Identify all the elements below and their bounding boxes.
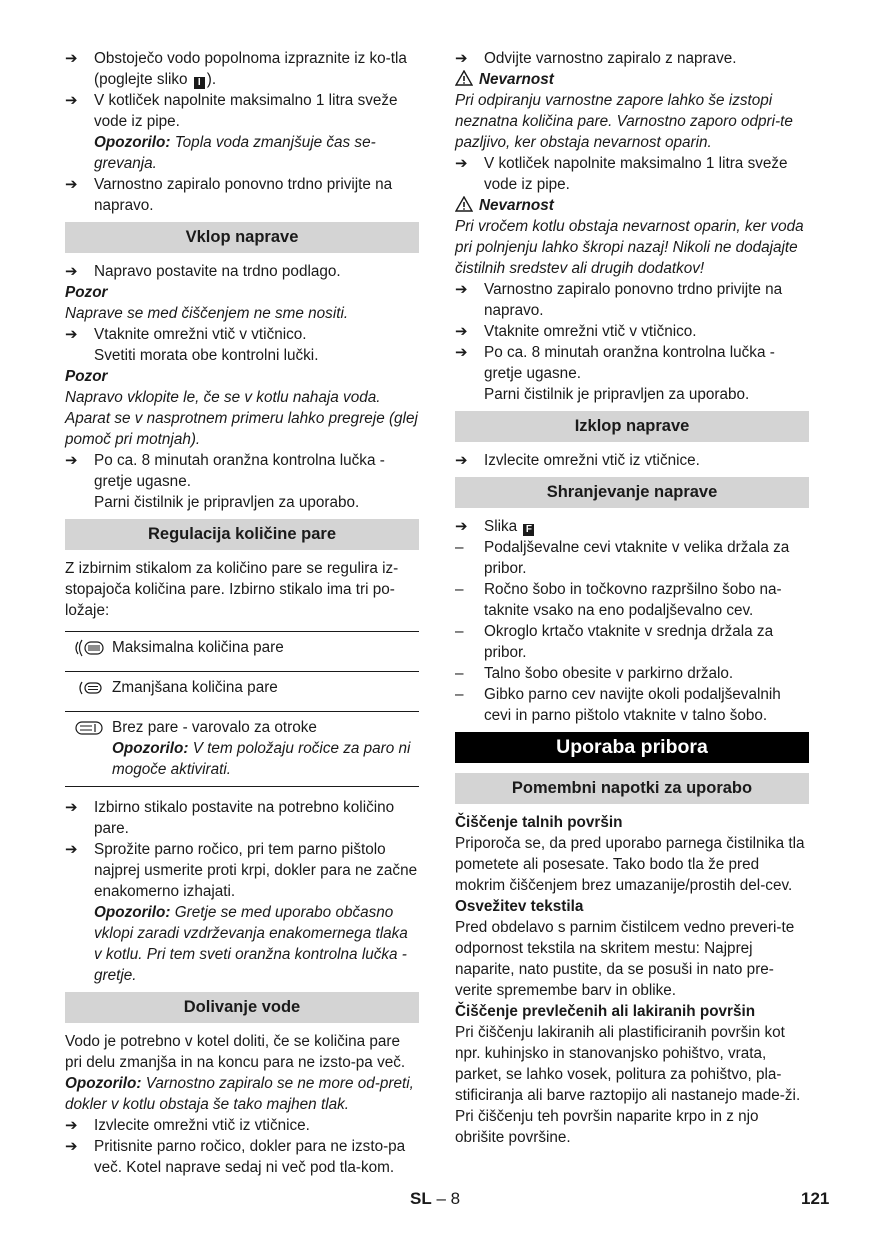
step-plug-in-sub: Svetiti morata obe kontrolni lučki.: [94, 347, 319, 364]
step-empty-water: ➔ Obstoječo vodo popolnoma izpraznite iz ko-tla (poglejte sliko I ).: [65, 48, 419, 90]
danger-text: Pri vročem kotlu obstaja nevarnost oparin, ker voda pri polnjenju lahko škropi nazaj! Nikoli ne dodajajte čistilnih sredstev ali drugih dodatkov!: [455, 218, 804, 277]
step-fill-water: ➔ V kotliček napolnite maksimalno 1 litra sveže vode iz pipe.: [455, 153, 809, 195]
step-screw-cap: ➔ Varnostno zapiralo ponovno trdno privijte na napravo.: [455, 279, 809, 321]
danger-label: Nevarnost: [455, 195, 809, 216]
danger-label: Nevarnost: [455, 69, 809, 90]
step-release-steam: ➔ Pritisnite parno ročico, dokler para ne izsto-pa več. Kotel naprave sedaj ni več pod tla-kom.: [65, 1136, 419, 1178]
heading-vklop: Vklop naprave: [65, 222, 419, 253]
step-trigger-lever: ➔ Sprožite parno ročico, pri tem parno pištolo najprej usmerite proti krpi, dokler para ne začne enakomerno izhajati.: [65, 839, 419, 902]
heading-uporaba-pribora: Uporaba pribora: [455, 732, 809, 763]
list-item: – Okroglo krtačo vtaknite v srednja držala za pribor.: [455, 621, 809, 663]
step-wait-heating: ➔ Po ca. 8 minutah oranžna kontrolna lučka - gretje ugasne.: [65, 450, 419, 492]
table-row: [65, 712, 419, 787]
max-steam-icon: [72, 637, 106, 659]
steam-settings-table: [65, 631, 419, 787]
heading-dolivanje: Dolivanje vode: [65, 992, 419, 1023]
step-plug-in: ➔ Vtaknite omrežni vtič v vtičnico.: [65, 324, 419, 345]
note-pressure: Opozorilo: Varnostno zapiralo se ne more od-preti, dokler v kotlu obstaja še tako majhen tlak.: [65, 1075, 414, 1113]
caution-text: Naprave se med čiščenjem ne sme nositi.: [65, 305, 349, 322]
caution-text: Napravo vklopite le, če se v kotlu nahaja voda. Aparat se v nasprotnem primeru lahko pregreje (glej pomoč pri motnjah).: [65, 389, 418, 448]
section-text: Pri čiščenju lakiranih ali plastificiranih površin kot npr. kuhinjsko in stanovanjsko pohištvo, vrata, parket, se lahko vosek, politura za pohištvo, pla-stificiranja ali barve raztopijo ali nastanejo made-ži. Pri čiščenju teh površin naparite krpo in z njo obrišite površine.: [455, 1024, 801, 1146]
right-column: [455, 48, 809, 1148]
list-item: – Gibko parno cev navijte okoli podaljševalnih cevi in parno pištolo vtaknite v talno šobo.: [455, 684, 809, 726]
list-item: – Podaljševalne cevi vtaknite v velika držala za pribor.: [455, 537, 809, 579]
warning-icon: [455, 70, 473, 86]
section-title: Čiščenje prevlečenih ali lakiranih površin: [455, 1003, 756, 1020]
reduced-steam-icon: [72, 677, 106, 699]
figure-ref: I: [194, 77, 205, 89]
no-steam-icon: [72, 717, 106, 739]
regulation-intro: Z izbirnim stikalom za količino pare se regulira iz-stopajoča količina pare. Izbirno stikalo ima tri po-ložaje:: [65, 560, 399, 619]
step-unscrew-cap: ➔ Odvijte varnostno zapiralo z naprave.: [455, 48, 809, 69]
list-item: – Ročno šobo in točkovno razpršilno šobo na-taknite vsako na eno podaljševalno cev.: [455, 579, 809, 621]
danger-text: Pri odpiranju varnostne zapore lahko še izstopi neznatna količina pare. Varnostno zaporo odpri-te pazljivo, ker obstaja nevarnost oparin.: [455, 92, 793, 151]
refill-intro: Vodo je potrebno v kotel doliti, če se količina pare pri delu zmanjša in na koncu para ne izsto-pa več.: [65, 1033, 406, 1071]
note-warm-water: Opozorilo: Topla voda zmanjšuje čas se-grevanja.: [94, 134, 376, 172]
step-figure: ➔ Slika F: [455, 516, 809, 537]
steam-note: Opozorilo: V tem položaju ročice za paro ni mogoče aktivirati.: [112, 740, 411, 778]
caution-label: Pozor: [65, 368, 108, 385]
warning-icon: [455, 196, 473, 212]
left-column: [65, 48, 419, 1178]
figure-ref: F: [523, 524, 534, 536]
heading-izklop: Izklop naprave: [455, 411, 809, 442]
footer-lang: SL – 8: [410, 1189, 461, 1208]
page-number: 121: [801, 1189, 830, 1208]
note-heating: Opozorilo: Gretje se med uporabo občasno vklopi zaradi vzdrževanja enakomernega tlaka v kotlu. Pri tem sveti oranžna kontrolna lučka - gretje.: [94, 904, 408, 984]
steam-setting-label: Maksimalna količina pare: [112, 632, 419, 672]
step-unplug: ➔ Izvlecite omrežni vtič iz vtičnice.: [65, 1115, 419, 1136]
step-wait-heating-sub: Parni čistilnik je pripravljen za uporabo.: [94, 494, 360, 511]
step-place-device: ➔ Napravo postavite na trdno podlago.: [65, 261, 419, 282]
step-fill-water: ➔ V kotliček napolnite maksimalno 1 litra sveže vode iz pipe.: [65, 90, 419, 132]
list-item: – Talno šobo obesite v parkirno držalo.: [455, 663, 809, 684]
step-plug-in: ➔ Vtaknite omrežni vtič v vtičnico.: [455, 321, 809, 342]
step-wait-heating-sub: Parni čistilnik je pripravljen za uporabo.: [484, 386, 750, 403]
section-text: Pred obdelavo s parnim čistilcem vedno preveri-te odpornost tekstila na skritem mestu: Najprej naparite, nato pustite, da se posuši in nato pre-verite spremembe barv in oblike.: [455, 919, 795, 999]
step-set-selector: ➔ Izbirno stikalo postavite na potrebno količino pare.: [65, 797, 419, 839]
step-wait-heating: ➔ Po ca. 8 minutah oranžna kontrolna lučka - gretje ugasne.: [455, 342, 809, 384]
step-screw-cap: ➔ Varnostno zapiralo ponovno trdno privijte na napravo.: [65, 174, 419, 216]
section-title: Osvežitev tekstila: [455, 898, 584, 915]
table-row: [65, 632, 419, 672]
heading-napotki: Pomembni napotki za uporabo: [455, 773, 809, 804]
step-unplug: ➔ Izvlecite omrežni vtič iz vtičnice.: [455, 450, 809, 471]
heading-shranjevanje: Shranjevanje naprave: [455, 477, 809, 508]
section-text: Priporoča se, da pred uporabo parnega čistilnika tla pometete ali posesate. Tako bodo tla že pred mokrim čiščenjem brez umazanije/prostih del-cev.: [455, 835, 805, 894]
heading-regulacija: Regulacija količine pare: [65, 519, 419, 550]
table-row: [65, 672, 419, 712]
steam-setting-label: Brez pare - varovalo za otroke: [112, 719, 317, 736]
section-title: Čiščenje talnih površin: [455, 814, 623, 831]
steam-setting-label: Zmanjšana količina pare: [112, 672, 419, 712]
caution-label: Pozor: [65, 284, 108, 301]
